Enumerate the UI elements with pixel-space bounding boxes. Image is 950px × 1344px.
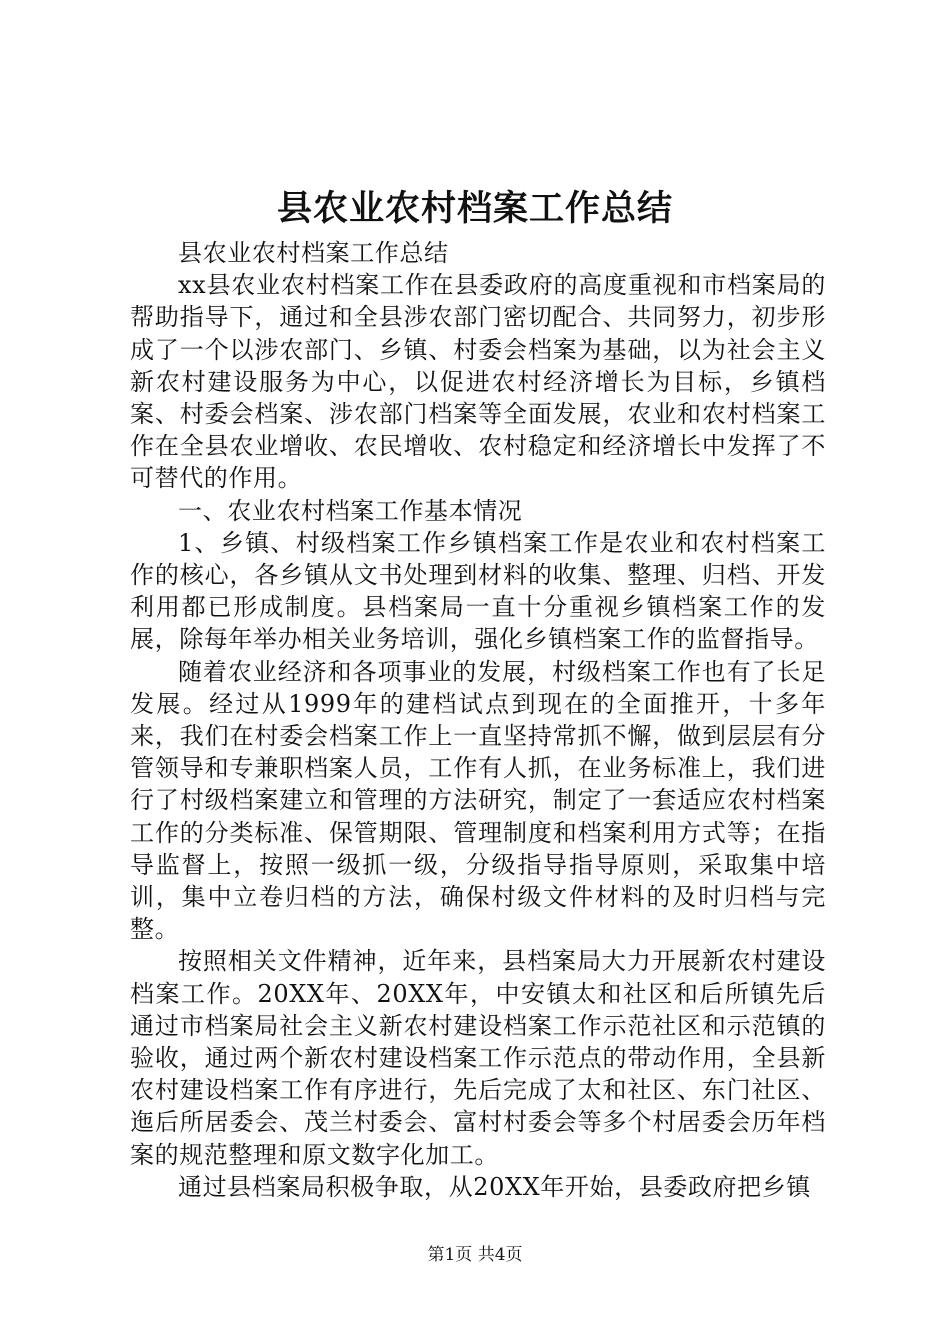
document-title: 县农业农村档案工作总结 <box>276 188 673 229</box>
section-heading: 一、农业农村档案工作基本情况 <box>178 496 523 525</box>
paragraph: 按照相关文件精神，近年来，县档案局大力开展新农村建设档案工作。20XX年、20XX年，中安镇太和社区和后所镇先后通过市档案局社会主义新农村建设档案工作示范社区和示范镇的验收，通过两个新农村建设档案工作示范点的带动作用，全县新农村建设档案工作有序进行，先后完成了太和社区、东门社区、迤后所居委会、茂兰村委会、富村村委会等多个村居委会历年档案的规范整理和原文数字化加工。 <box>130 947 826 1169</box>
paragraph-intro: xx县农业农村档案工作在县委政府的高度重视和市档案局的帮助指导下，通过和全县涉农部门密切配合、共同努力，初步形成了一个以涉农部门、乡镇、村委会档案为基础，以为社会主义新农村建设服务为中心，以促进农村经济增长为目标，乡镇档案、村委会档案、涉农部门档案等全面发展，农业和农村档案工作在全县农业增收、农民增收、农村稳定和经济增长中发挥了不可替代的作用。 <box>130 271 826 493</box>
paragraph-subtitle: 县农业农村档案工作总结 <box>178 239 449 267</box>
page-number-footer: 第1页 共4页 <box>427 1245 523 1265</box>
paragraph: 随着农业经济和各项事业的发展，村级档案工作也有了长足发展。经过从1999年的建档试点到现在的全面推开，十多年来，我们在村委会档案工作上一直坚持常抓不懈，做到层层有分管领导和专兼职档案人员，工作有人抓，在业务标准上，我们进行了村级档案建立和管理的方法研究，制定了一套适应农村档案工作的分类标准、保管期限、管理制度和档案利用方式等；在指导监督上，按照一级抓一级，分级指导指导原则，采取集中培训，集中立卷归档的方法，确保村级文件材料的及时归档与完整。 <box>130 657 826 944</box>
document-body <box>130 237 826 1203</box>
paragraph: 通过县档案局积极争取，从20XX年开始，县委政府把乡镇 <box>178 1172 811 1201</box>
paragraph: 1、乡镇、村级档案工作乡镇档案工作是农业和农村档案工作的核心，各乡镇从文书处理到材料的收集、整理、归档、开发利用都已形成制度。县档案局一直十分重视乡镇档案工作的发展，除每年举办相关业务培训，强化乡镇档案工作的监督指导。 <box>130 528 826 654</box>
